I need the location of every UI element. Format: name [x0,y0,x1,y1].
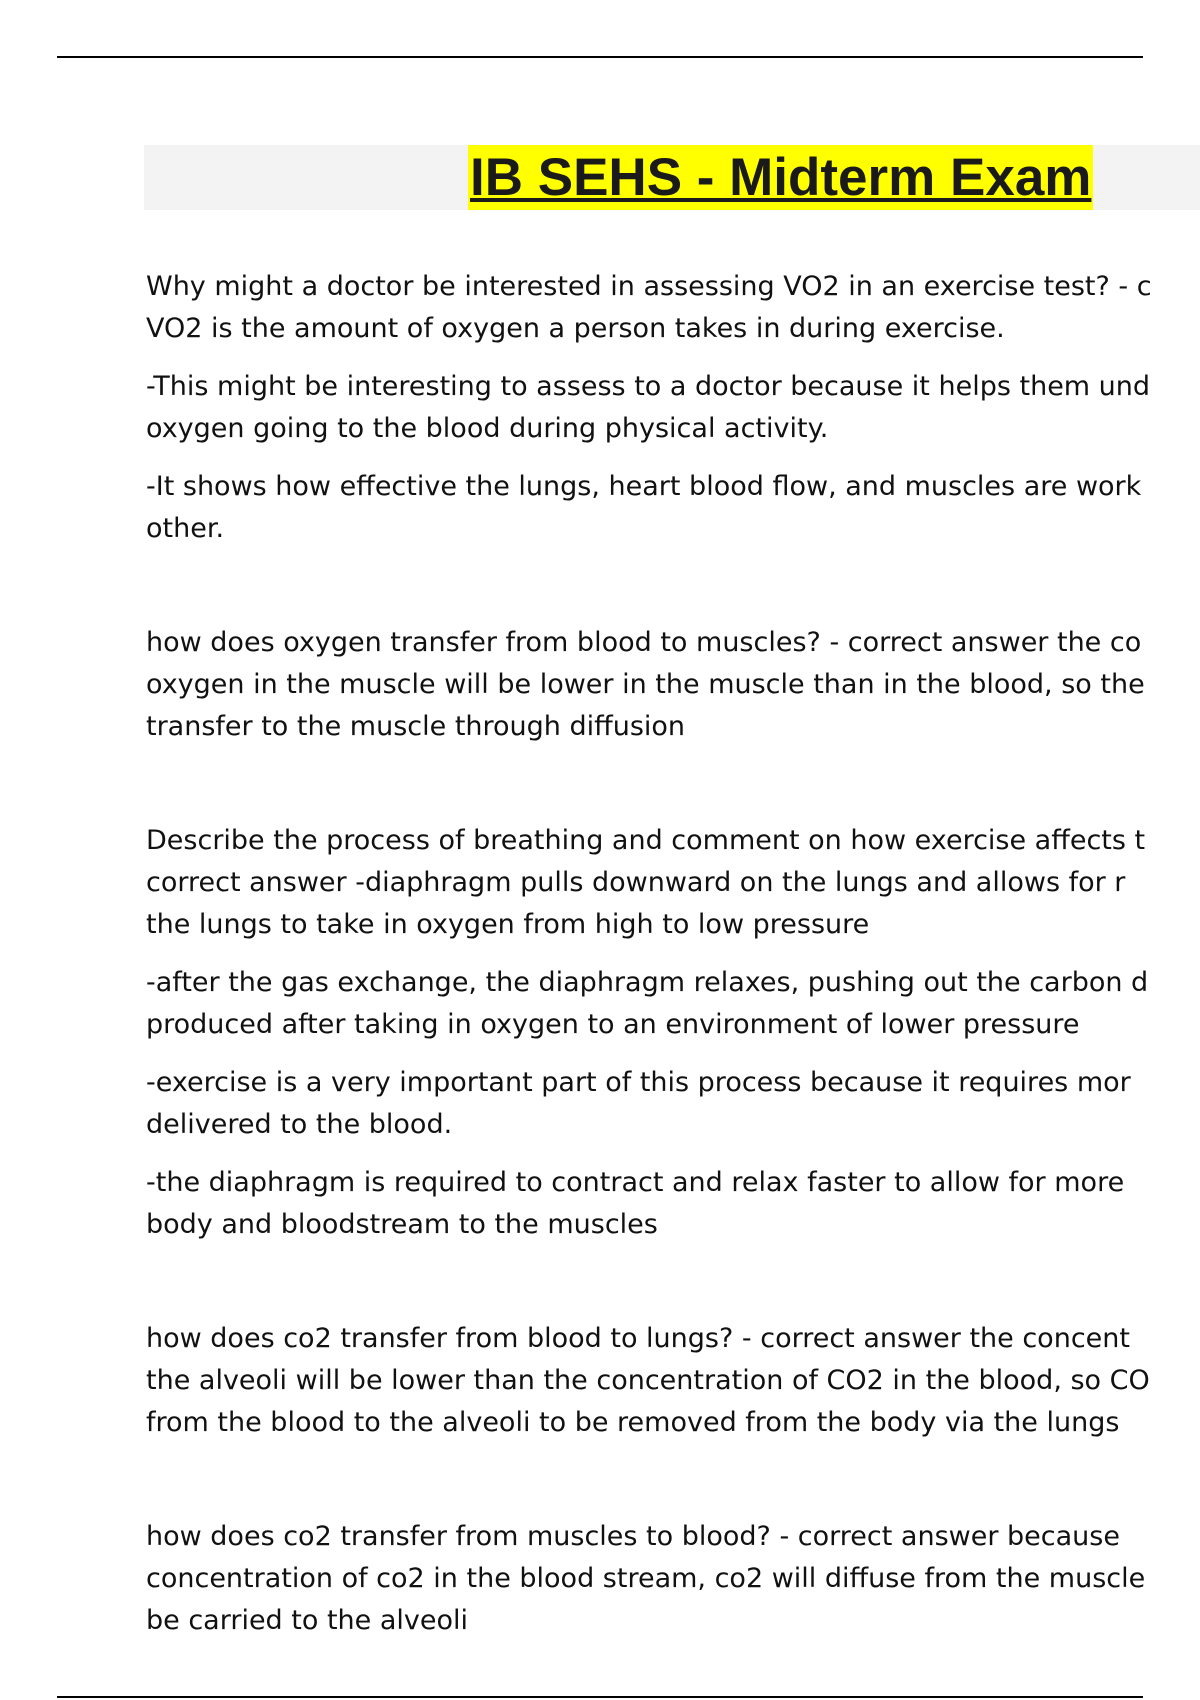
section-gap [146,1246,1200,1318]
bottom-rule [57,1696,1143,1698]
paragraph-gap [146,1146,1200,1162]
paragraph-gap [146,1046,1200,1062]
answer-paragraph [146,1318,1200,1444]
answer-paragraph [146,1062,1200,1146]
text-line: body and bloodstream to the muscles [146,1209,658,1240]
section-gap [146,748,1200,820]
answer-paragraph [146,1162,1200,1246]
answer-paragraph [146,366,1200,450]
document-body [146,266,1200,1642]
text-line: VO2 is the amount of oxygen a person takes in during exercise. [146,313,1005,344]
answer-paragraph [146,466,1200,550]
text-line: -This might be interesting to assess to a doctor because it helps them und [146,371,1151,402]
paragraph-gap [146,350,1200,366]
qa-section [146,820,1200,1246]
text-line: other. [146,513,225,544]
text-line: how does co2 transfer from blood to lungs? - correct answer the concent [146,1323,1130,1354]
answer-paragraph [146,266,1200,350]
text-line: delivered to the blood. [146,1109,453,1140]
text-line: the alveoli will be lower than the concentration of CO2 in the blood, so CO [146,1365,1150,1396]
qa-section [146,266,1200,550]
paragraph-gap [146,946,1200,962]
text-line: transfer to the muscle through diffusion [146,711,686,742]
qa-section [146,1318,1200,1444]
answer-paragraph [146,820,1200,946]
text-line: how does co2 transfer from muscles to blood? - correct answer because [146,1521,1120,1552]
text-line: -the diaphragm is required to contract and relax faster to allow for more [146,1167,1125,1198]
text-line: correct answer -diaphragm pulls downward on the lungs and allows for r [146,867,1126,898]
text-line: Why might a doctor be interested in assessing VO2 in an exercise test? - c [146,271,1152,302]
text-line: produced after taking in oxygen to an environment of lower pressure [146,1009,1080,1040]
text-line: Describe the process of breathing and comment on how exercise affects t [146,825,1146,856]
qa-section [146,1516,1200,1642]
top-rule [57,56,1143,58]
section-gap [146,1444,1200,1516]
text-line: -exercise is a very important part of this process because it requires mor [146,1067,1131,1098]
answer-paragraph [146,962,1200,1046]
text-line: from the blood to the alveoli to be removed from the body via the lungs [146,1407,1120,1438]
text-line: -It shows how effective the lungs, heart blood flow, and muscles are work [146,471,1142,502]
text-line: the lungs to take in oxygen from high to low pressure [146,909,870,940]
text-line: concentration of co2 in the blood stream, co2 will diffuse from the muscle [146,1563,1146,1594]
text-line: -after the gas exchange, the diaphragm relaxes, pushing out the carbon d [146,967,1149,998]
text-line: be carried to the alveoli [146,1605,469,1636]
document-title: IB SEHS - Midterm Exam [468,145,1093,210]
answer-paragraph [146,622,1200,748]
paragraph-gap [146,450,1200,466]
text-line: oxygen in the muscle will be lower in the muscle than in the blood, so the [146,669,1145,700]
section-gap [146,550,1200,622]
qa-section [146,622,1200,748]
text-line: how does oxygen transfer from blood to muscles? - correct answer the co [146,627,1142,658]
text-line: oxygen going to the blood during physical activity. [146,413,829,444]
answer-paragraph [146,1516,1200,1642]
